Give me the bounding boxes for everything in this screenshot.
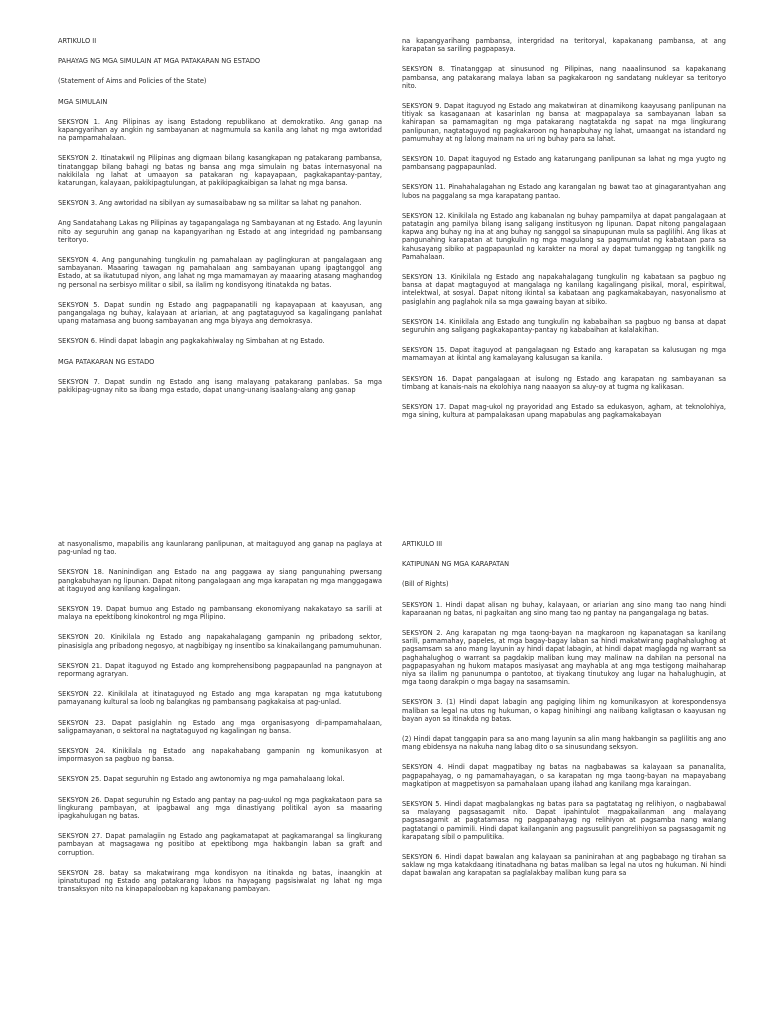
paragraph: SEKSYON 11. Pinahahalagahan ng Estado ang karangalan ng bawat tao at ginagarantyahan ang lubos na paggalang sa mga karapatang pantao.: [402, 183, 726, 200]
paragraph: SEKSYON 22. Kinikilala at itinataguyod ng Estado ang mga karapatan ng mga katutubong pamayanang kultural sa loob ng balangkas ng pambansang pagkakaisa at pag-unlad.: [58, 690, 382, 707]
section-heading: ARTIKULO II: [58, 37, 97, 45]
paragraph: (2) Hindi dapat tanggapin para sa ano mang layunin sa alin mang hakbangin sa paglilitis ang ano mang ebidensya na nakuha nang labag dito o sa sinusundang seksyon.: [402, 735, 726, 752]
paragraph: SEKSYON 2. Ang karapatan ng mga taong-bayan na magkaroon ng kapanatagan sa kanilang sarili, pamamahay, papeles, at mga bagay-bagay laban sa hindi makatwirang paghahalughog at pagsamsam sa ano mang layunin ay hindi dapat labagin, at hindi dapat maglagda ng warrant sa paghahalughog o warrant sa pagdakip maliban kung may malinaw na dahilan na personal na pagpapasyahan ng hukom matapos masiyasat ang mayhabla at ang mga testigong maihaharap niya sa ilalim ng panunumpa o pantotoo, at tiyakang tinutukoy ang lugar na hahalughugin, at mga taong darakpin o mga bagay na sasamsamin.: [402, 629, 726, 687]
paragraph: SEKSYON 15. Dapat itaguyod at pangalagaan ng Estado ang karapatan sa kalusugan ng mga mamamayan at ikintal ang kamalayang kalusugan sa kanila.: [402, 346, 726, 363]
paragraph: SEKSYON 28. batay sa makatwirang mga kondisyon na itinakda ng batas, inaangkin at ipinatutupad ng Estado ang patakarang lubos na hayagang pagsisiwalat ng lahat ng mga transaksyon nito na kinapapalooban ng kapakanang pambayan.: [58, 868, 382, 894]
paragraph: Ang Sandatahang Lakas ng Pilipinas ay tagapangalaga ng Sambayanan at ng Estado. Ang layunin nito ay seguruhin ang ganap na kapangyarihan ng Estado at ang integridad ng pambansang teritoryo.: [58, 219, 382, 244]
section-heading: (Bill of Rights): [402, 580, 449, 589]
text-column-top-right: [402, 37, 726, 432]
text-column-bottom-right: [402, 540, 726, 890]
paragraph: SEKSYON 4. Hindi dapat magpatibay ng batas na nagbabawas sa kalayaan sa pananalita, pagpapahayag, o ng pamamahayagan, o sa karapatan ng mga taong-bayan na mapayabang magkatipon at magpetisyon sa pamahalaan upang ilahad ang kanilang mga karaingan.: [402, 763, 726, 788]
paragraph: SEKSYON 24. Kinikilala ng Estado ang napakahabang gampanin ng komunikasyon at impormasyon sa pagbuo ng bansa.: [58, 747, 382, 764]
paragraph: SEKSYON 3. Ang awtoridad na sibilyan ay sumasaibabaw ng sa militar sa lahat ng panahon.: [58, 199, 362, 208]
section-heading: KATIPUNAN NG MGA KARAPATAN: [402, 560, 510, 569]
paragraph: SEKSYON 2. Itinatakwil ng Pilipinas ang digmaan bilang kasangkapan ng patakarang pambansa, tinatanggap bilang bahagi ng batas ng bansa ang mga simulain ng batas internasyonal na nakikilala ng lahat at umaayon sa patakaran ng kapayapaan, pagkakapantay-pantay, katarungan, kalayaan, pakikipagtulungan, at pakikipagkaibigan sa lahat ng mga bansa.: [58, 154, 382, 188]
paragraph: SEKSYON 6. Hindi dapat labagin ang pagkakahiwalay ng Simbahan at ng Estado.: [58, 337, 325, 346]
paragraph: SEKSYON 5. Hindi dapat magbalangkas ng batas para sa pagtatatag ng relihiyon, o nagbabawal sa malayang pagsasagamit nito. Dapat ipahintulot magpakailanman ang malayang pagsasagamit at pagtatamasa ng pagpapahayag ng relihiyon at pagsamba nang walang pagtatangi o pamimili. Hindi dapat kailanganin ang pagsusulit pangrelihiyon sa pagsasagamit ng karapatang sibil o pampulitika.: [402, 800, 726, 841]
paragraph: SEKSYON 3. (1) Hindi dapat labagin ang pagiging lihim ng komunikasyon at korespondensya maliban sa legal na utos ng hukuman, o kapag hinihingi ang naiibang kaligtasan o kaayusan ng bayan ayon sa itinakda ng batas.: [402, 698, 726, 723]
paragraph: SEKSYON 23. Dapat pasiglahin ng Estado ang mga organisasyong di-pampamahalaan, saligpamayanan, o sektoral na nagtataguyod ng kagalingan ng bansa.: [58, 718, 382, 735]
paragraph: SEKSYON 25. Dapat seguruhin ng Estado ang awtonomiya ng mga pamahalaang lokal.: [58, 775, 345, 784]
paragraph: SEKSYON 16. Dapat pangalagaan at isulong ng Estado ang karapatan ng sambayanan sa timbang at kanais-nais na ekolohiya nang naaayon sa aluy-oy at tugma ng kalikasan.: [402, 374, 726, 391]
paragraph: SEKSYON 26. Dapat seguruhin ng Estado ang pantay na pag-uukol ng mga pagkakataon para sa lingkurang pambayan, at ipagbawal ang mga dinastiyang politikal ayon sa maaaring ipagkahulugan ng batas.: [58, 795, 382, 821]
paragraph: SEKSYON 21. Dapat itaguyod ng Estado ang komprehensibong pagpapaunlad na pangnayon at repormang agraryan.: [58, 661, 382, 679]
paragraph: SEKSYON 13. Kinikilala ng Estado ang napakahalagang tungkulin ng kabataan sa pagbuo ng bansa at dapat magtaguyod at mangalaga ng kanilang kagalingang pisikal, moral, espiritwal, intelektwal, at sosyal. Dapat nitong ikintal sa kabataan ang pagkamakabayan, nasyonalismo at pasiglahin ang paglahok nila sa mga gawaing bayan at sibiko.: [402, 273, 726, 306]
paragraph: SEKSYON 20. Kinikilala ng Estado ang napakahalagang gampanin ng pribadong sektor, pinasisigla ang pribadong negosyo, at nagbibigay ng insentibo sa kinakailangang pamumuhunan.: [58, 633, 382, 650]
paragraph: SEKSYON 12. Kinikilala ng Estado ang kabanalan ng buhay pampamilya at dapat pangalagaan at patatagin ang pamilya bilang isang saligang institusyon ng lipunan. Dapat nitong pangalagaan kapwa ang buhay ng ina at ang buhay ng sanggol sa sinapupunan mula sa paglilihi. Ang likas at pangunahing karapatan at tungkulin ng mga magulang sa pagmumulat ng kabataan para sa kahusayang sibiko at pagpapaunlad ng karakter na moral ay dapat tumanggap ng tangkilik ng Pamahalaan.: [402, 211, 726, 261]
paragraph: SEKSYON 4. Ang pangunahing tungkulin ng pamahalaan ay paglingkuran at pangalagaan ang sambayanan. Maaaring tawagan ng pamahalaan ang sambayanan upang ipagtanggol ang Estado, at sa ikatutupad niyon, ang lahat ng mga mamamayan ay maaaring atasang maghandog ng personal na serbisyo militar o sibil, sa ilalim ng kondisyong itinatakda ng batas.: [58, 256, 382, 289]
paragraph: SEKSYON 1. Hindi dapat alisan ng buhay, kalayaan, or ariarian ang sino mang tao nang hindi kaparaanan ng batas, ni pagkaitan ang sino mang tao ng pantay na pangangalaga ng batas.: [402, 600, 726, 617]
paragraph: SEKSYON 1. Ang Pilipinas ay isang Estadong republikano at demokratiko. Ang ganap na kapangyarihan ay angkin ng sambayanan at nagmumula sa kanila ang lahat ng mga awtoridad na pampamahalaan.: [58, 117, 382, 143]
paragraph: SEKSYON 14. Kinikilala ang Estado ang tungkulin ng kababaihan sa pagbuo ng bansa at dapat seguruhin ang saligang pagkakapantay-pantay ng kababaihan at kalalakihan.: [402, 317, 726, 335]
paragraph: SEKSYON 6. Hindi dapat bawalan ang kalayaan sa paninirahan at ang pagbabago ng tirahan sa saklaw ng mga katakdaang itinatadhana ng batas maliban sa legal na utos ng hukuman. Ni hindi dapat bawalan ang karapatan sa paglalakbay maliban kung para sa: [402, 853, 726, 878]
paragraph: SEKSYON 18. Naninindigan ang Estado na ang paggawa ay siang pangunahing pwersang pangkabuhayan ng lipunan. Dapat nitong pangalagaan ang mga karapatan ng mga manggagawa at itaguyod ang kanilang kagalingan.: [58, 568, 382, 593]
section-heading: MGA SIMULAIN: [58, 97, 108, 106]
paragraph: SEKSYON 10. Dapat itaguyod ng Estado ang katarungang panlipunan sa lahat ng mga yugto ng pambansang pagpapaunlad.: [402, 155, 726, 172]
paragraph: SEKSYON 7. Dapat sundin ng Estado ang isang malayang patakarang panlabas. Sa mga pakikipag-ugnay nito sa ibang mga estado, dapat unang-unang isaalang-alang ang ganap: [58, 377, 382, 395]
paragraph: SEKSYON 9. Dapat itaguyod ng Estado ang makatwiran at dinamikong kaayusang panlipunan na titiyak sa kasaganaan at kasarinlan ng bansa at magpapalaya sa sambayanan laban sa kahirapan sa pamamagitan ng mga patakarang nagtatakda ng sapat na mga lingkurang panlipunan, nagtataguyod ng pagkakaroon ng hanapbuhay ng lahat, umaangat na istandard ng pamumuhay at ng lalong mainam na uri ng buhay para sa lahat.: [402, 102, 726, 143]
text-column-top-left: [58, 37, 382, 406]
paragraph: SEKSYON 27. Dapat pamalagiin ng Estado ang pagkamatapat at pagkamarangal sa lingkurang pambayan at magsagawa ng positibo at epektibong mga hakbangin laban sa graft and corruption.: [58, 832, 382, 857]
paragraph: SEKSYON 19. Dapat bumuo ang Estado ng pambansang ekonomiyang nakakatayo sa sarili at malaya na epektibong kinokontrol ng mga Pilipino.: [58, 605, 382, 622]
paragraph: SEKSYON 8. Tinatanggap at sinusunod ng Pilipinas, nang naaalinsunod sa kapakanang pambansa, ang patakarang malaya laban sa pagkakaroon ng sandatang nukleyar sa teritoryo nito.: [402, 65, 726, 90]
paragraph: na kapangyarihang pambansa, intergridad na teritoryal, kapakanang pambansa, at ang karapatan sa sariling pagpapasya.: [402, 37, 726, 54]
section-heading: (Statement of Aims and Policies of the State): [58, 77, 207, 86]
section-heading: ARTIKULO III: [402, 540, 443, 548]
section-heading: MGA PATAKARAN NG ESTADO: [58, 357, 155, 366]
paragraph: at nasyonalismo, mapabilis ang kaunlarang panlipunan, at maitaguyod ang ganap na paglaya at pag-unlad ng tao.: [58, 540, 382, 557]
paragraph: SEKSYON 5. Dapat sundin ng Estado ang pagpapanatili ng kapayapaan at kaayusan, ang pangangalaga ng buhay, kalayaan at ariarian, at ang pagtataguyod sa kagalingang panlahat upang matamasa ang buong sambayanan ang mga biyaya ang demokrasya.: [58, 300, 382, 326]
section-heading: PAHAYAG NG MGA SIMULAIN AT MGA PATAKARAN NG ESTADO: [58, 57, 261, 66]
paragraph: SEKSYON 17. Dapat mag-ukol ng prayoridad ang Estado sa edukasyon, agham, at teknolohiya, mga sining, kultura at pampalakasan upang mapabulas ang pagkamakabayan: [402, 403, 726, 420]
text-column-bottom-left: [58, 540, 382, 905]
